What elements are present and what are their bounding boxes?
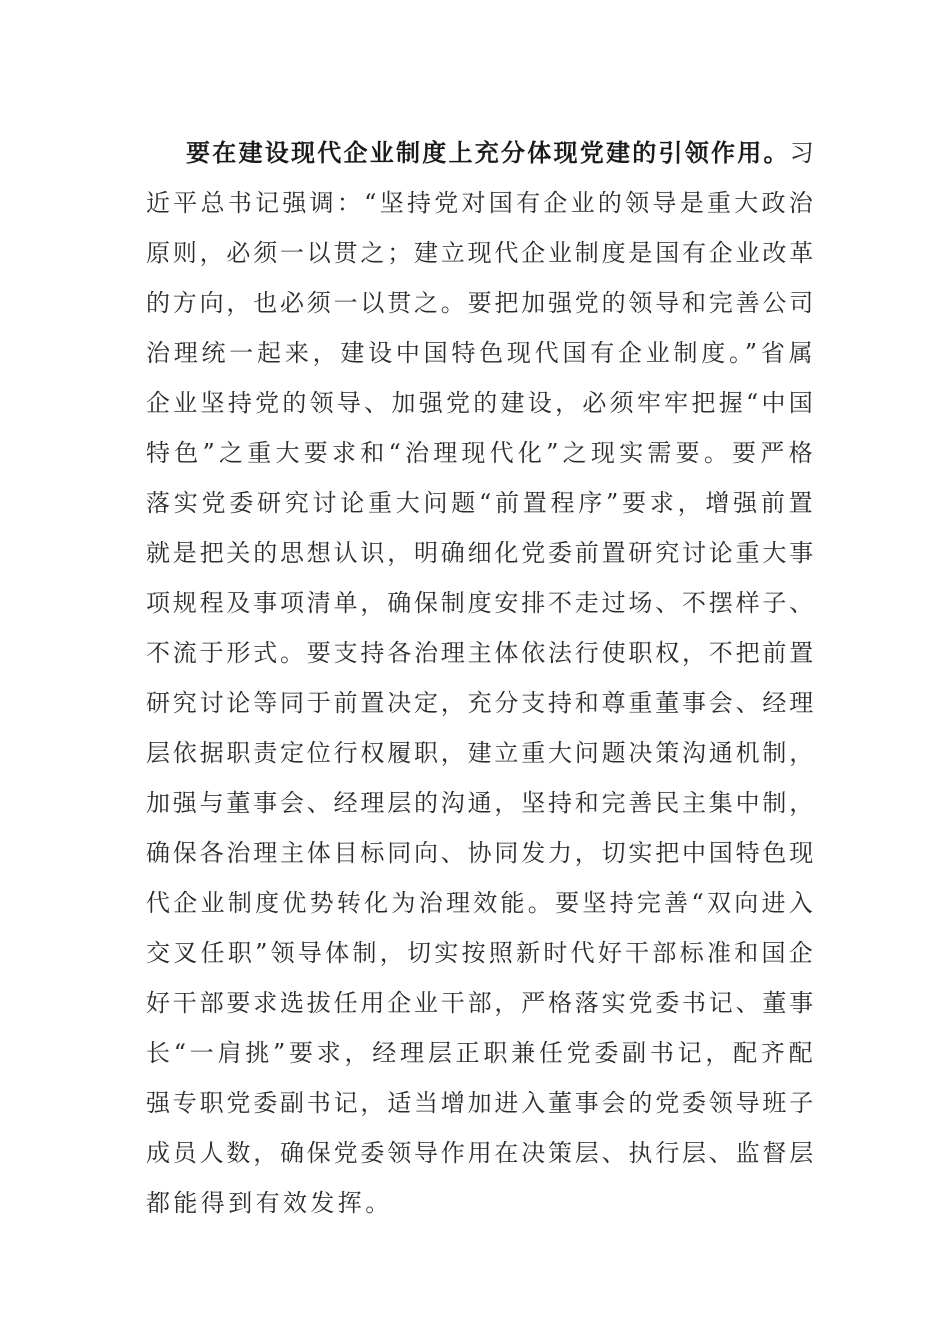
paragraph-line-22: 都能得到有效发挥。 [146, 1189, 393, 1217]
paragraph-line-7: 特色”之重大要求和“治理现代化”之现实需要。要严格 [146, 439, 816, 467]
paragraph-line-17: 交叉任职”领导体制，切实按照新时代好干部标准和国企 [146, 939, 816, 967]
paragraph-line-9: 就是把关的思想认识，明确细化党委前置研究讨论重大事 [146, 539, 816, 567]
paragraph-line-10: 项规程及事项清单，确保制度安排不走过场、不摆样子、 [146, 589, 816, 617]
paragraph-line-8: 落实党委研究讨论重大问题“前置程序”要求，增强前置 [146, 489, 816, 517]
paragraph-line-15: 确保各治理主体目标同向、协同发力，切实把中国特色现 [146, 839, 816, 867]
paragraph-line-5: 治理统一起来，建设中国特色现代国有企业制度。”省属 [146, 339, 816, 367]
paragraph-line-11: 不流于形式。要支持各治理主体依法行使职权，不把前置 [146, 639, 816, 667]
paragraph-line-16: 代企业制度优势转化为治理效能。要坚持完善“双向进入 [146, 889, 816, 917]
paragraph-line-3: 原则，必须一以贯之；建立现代企业制度是国有企业改革 [146, 239, 816, 267]
paragraph-line-21: 成员人数，确保党委领导作用在决策层、执行层、监督层 [146, 1139, 816, 1167]
paragraph-line-4: 的方向，也必须一以贯之。要把加强党的领导和完善公司 [146, 289, 816, 317]
paragraph-line-6: 企业坚持党的领导、加强党的建设，必须牢牢把握“中国 [146, 389, 816, 417]
paragraph-line-19: 长“一肩挑”要求，经理层正职兼任党委副书记，配齐配 [146, 1039, 816, 1067]
paragraph-line-20: 强专职党委副书记，适当增加进入董事会的党委领导班子 [146, 1089, 816, 1117]
paragraph-line-18: 好干部要求选拔任用企业干部，严格落实党委书记、董事 [146, 989, 816, 1017]
paragraph-line-13: 层依据职责定位行权履职，建立重大问题决策沟通机制， [146, 739, 816, 767]
paragraph-line-14: 加强与董事会、经理层的沟通，坚持和完善民主集中制， [146, 789, 816, 817]
line-1-tail: 习 [789, 139, 816, 167]
paragraph-line-12: 研究讨论等同于前置决定，充分支持和尊重董事会、经理 [146, 689, 816, 717]
paragraph-line-1 [146, 128, 816, 178]
paragraph-line-2: 近平总书记强调：“坚持党对国有企业的领导是重大政治 [146, 189, 816, 217]
lead-heading: 要在建设现代企业制度上充分体现党建的引领作用。 [186, 138, 790, 167]
paragraph [146, 128, 816, 1228]
